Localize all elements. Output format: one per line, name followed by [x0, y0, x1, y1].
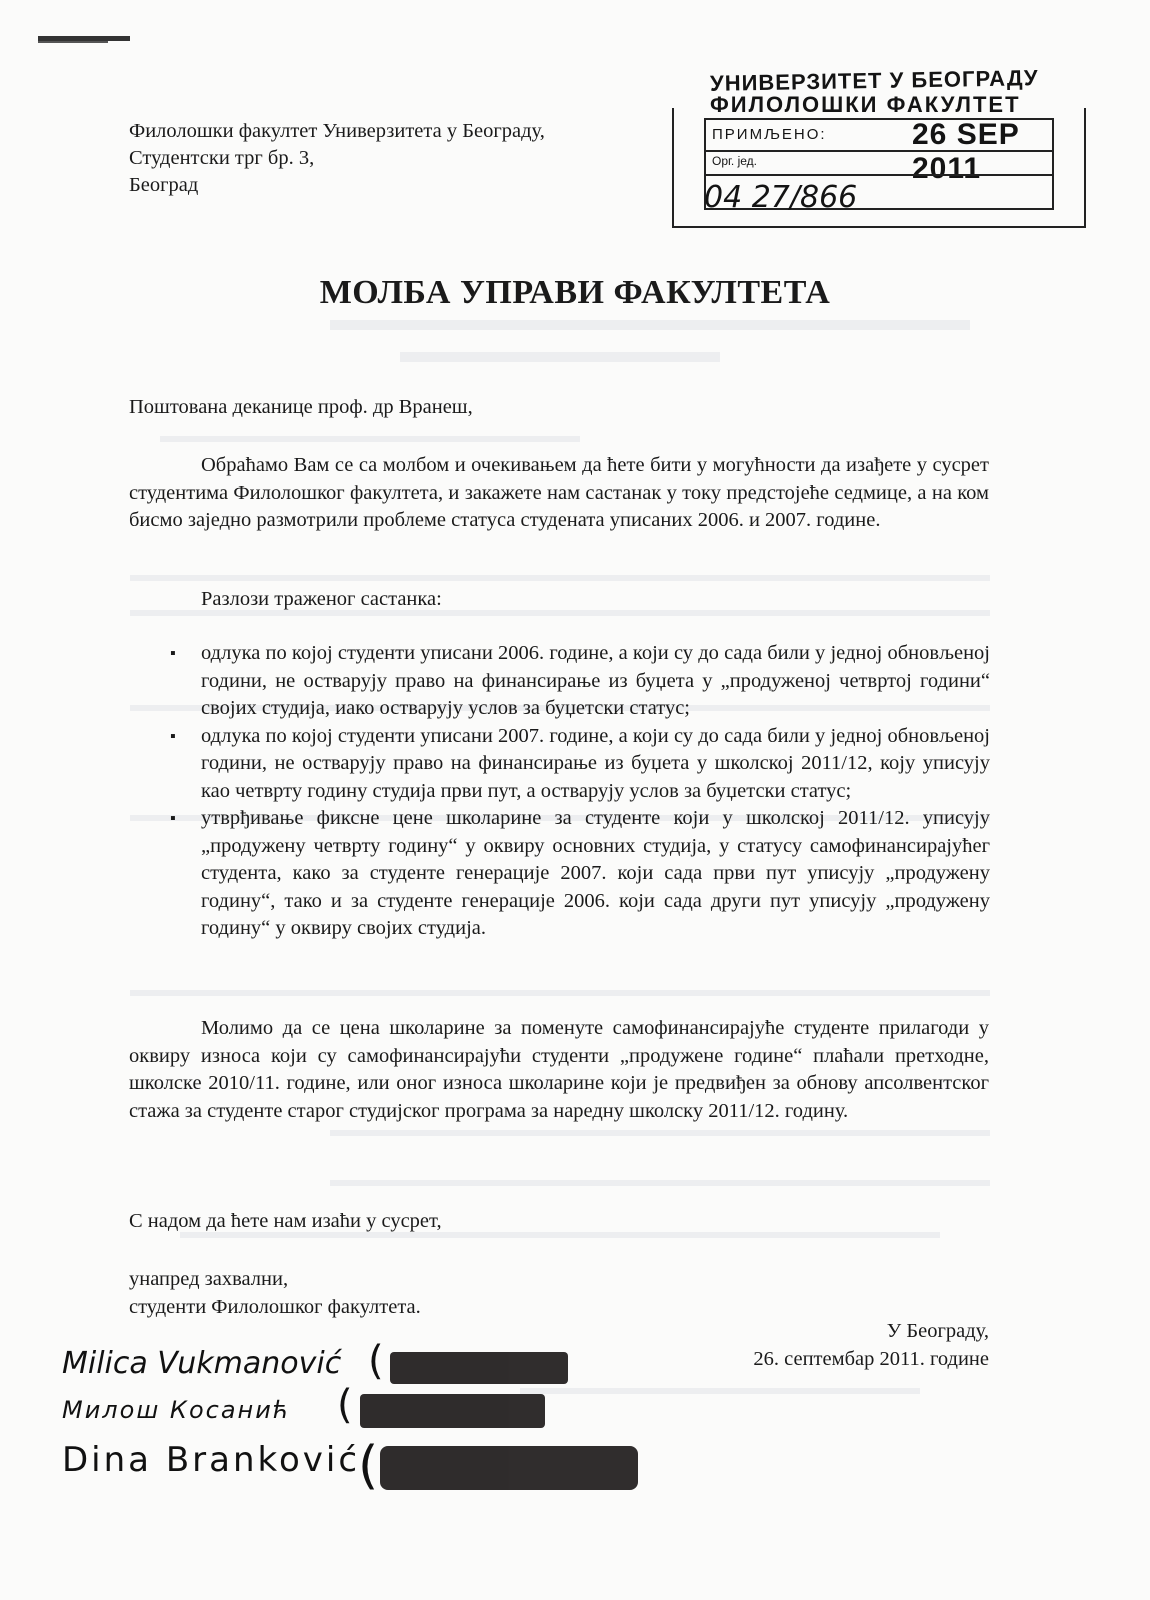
reasons-heading: Разлози траженог састанка:: [201, 588, 442, 610]
salutation: Поштована деканице проф. др Вранеш,: [129, 396, 473, 418]
redacted-phone-1: [390, 1352, 568, 1384]
signature-1: [62, 1346, 341, 1381]
paren-left: (: [337, 1382, 353, 1428]
place-date: [753, 1318, 989, 1373]
request-paragraph: Молимо да се цена школарине за поменуте самофинансирајуће студенте прилагоди у оквиру износа који су самофинансирајући студенти „продужене године“ плаћали претходне, школске 2010/11. године, или оног износа школарине који је предвиђен за обнову апсолвентског стажа за студенте старог студијског програма за наредну школску 2011/12. годину.: [129, 1017, 989, 1122]
stamp-university: УНИВЕРЗИТЕТ У БЕОГРАДУ: [709, 65, 1039, 96]
place-line: У Београду,: [886, 1320, 989, 1342]
show-through-line: [330, 1180, 990, 1186]
show-through-line: [520, 1388, 920, 1394]
address-line: Филолошки факултет Универзитета у Београду,: [129, 120, 545, 142]
signature-name: Milica Vukmanović: [62, 1346, 342, 1381]
reasons-list: [170, 640, 990, 943]
signature-name: Dina Branković: [62, 1440, 361, 1480]
show-through-line: [330, 320, 970, 330]
show-through-line: [400, 352, 720, 362]
address-line: Београд: [129, 174, 199, 196]
show-through-line: [130, 575, 990, 581]
list-item: ▪ одлука по којој студенти уписани 2007. године, а који су до сада били у једној обновљеној години, не остварују право на финансирање из буџета у школској 2011/12, коју уписују као четврту годину студија први пут, а остварују услов за буџетски статус;: [170, 723, 990, 806]
date-line: 26. септембар 2011. године: [753, 1347, 989, 1370]
list-item: ▪ утврђивање фиксне цене школарине за студенте који у школској 2011/12. уписују „продужену четврту годину“ у оквиру основних студија, у статусу самофинансирајућег студента, како за студенте генерације 2007. који сада први пут уписују „продужену годину“, тако и за студенте генерације 2006. који сада други пут уписују „продужену годину“ у оквиру својих студија.: [170, 805, 990, 943]
show-through-line: [130, 990, 990, 996]
signatory-line: студенти Филолошког факултета.: [129, 1295, 421, 1318]
paren-left: (: [358, 1436, 379, 1496]
thanks-block: [129, 1266, 421, 1321]
redacted-phone-3: [380, 1446, 638, 1490]
thanks-line: унапред захвални,: [129, 1268, 289, 1290]
registry-stamp: [672, 60, 1086, 225]
stamp-received-date: 26 SEP 2011: [912, 118, 1020, 185]
show-through-line: [330, 1130, 990, 1136]
closing-line: С надом да ћете нам изаћи у сусрет,: [129, 1210, 442, 1232]
stamp-received-label: ПРИМЉЕНО:: [712, 126, 827, 143]
signature-2: [62, 1396, 290, 1424]
signature-3: [62, 1440, 360, 1480]
redacted-phone-2: [360, 1394, 545, 1428]
stamp-org-label: Орг. јед.: [712, 154, 757, 168]
list-item: ▪ одлука по којој студенти уписани 2006. године, а који су до сада били у једној обновљеној години, не остварују право на финансирање из буџета у „продуженој четвртој години“ својих студија, иако остварују услов за буџетски статус;: [170, 640, 990, 723]
show-through-line: [160, 436, 580, 442]
intro-paragraph: Обраћамо Вам се са молбом и очекивањем да ћете бити у могућности да изађете у сусрет студентима Филолошког факултета, и закажете нам састанак у току предстојеће седмице, а на ком бисмо заједно размотрили проблеме статуса студената уписаних 2006. и 2007. године.: [129, 454, 989, 531]
stamp-faculty: ФИЛОЛОШКИ ФАКУЛТЕТ: [710, 92, 1021, 117]
document-title: МОЛБА УПРАВИ ФАКУЛТЕТА: [319, 274, 831, 311]
stamp-row-org: [706, 150, 1052, 176]
stamp-number: 04 27/866: [704, 180, 858, 215]
paren-left: (: [368, 1338, 384, 1384]
signature-name: Милош Косанић: [62, 1396, 291, 1424]
scan-mark: [38, 36, 130, 41]
stamp-box: [704, 118, 1054, 215]
addressee: [129, 118, 545, 199]
address-line: Студентски трг бр. 3,: [129, 147, 315, 169]
